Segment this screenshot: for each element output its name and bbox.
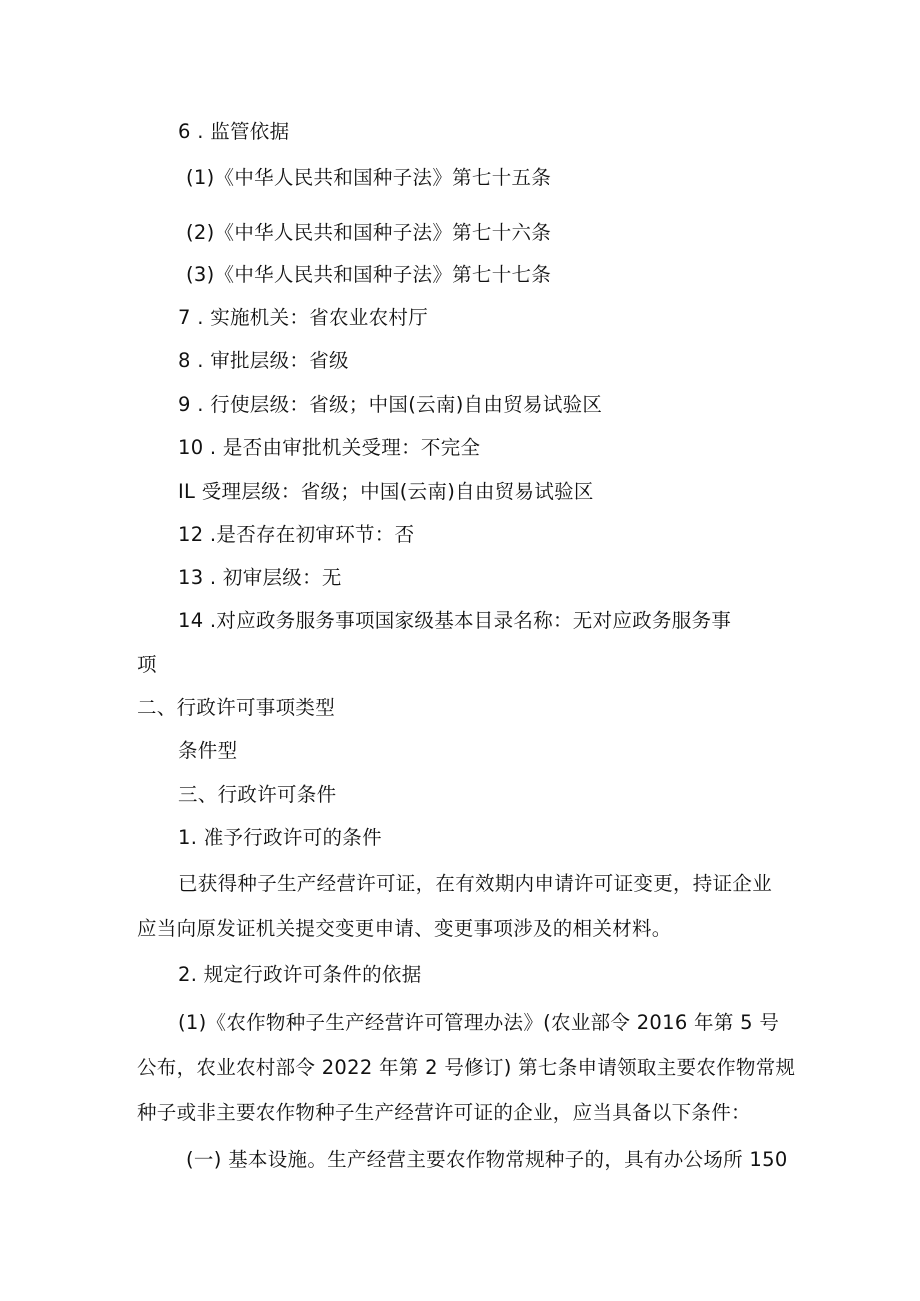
condition-2-heading: 2. 规定行政许可条件的依据 xyxy=(178,963,422,986)
section-13-preliminary-level: 13 . 初审层级：无 xyxy=(178,566,342,589)
basis-item-1: (1)《中华人民共和国种子法》第七十五条 xyxy=(186,166,552,189)
regulation-text-line-1: (1)《农作物种子生产经营许可管理办法》(农业部令 2016 年第 5 号 xyxy=(178,1011,780,1034)
basis-item-2: (2)《中华人民共和国种子法》第七十六条 xyxy=(186,221,552,244)
condition-1-heading: 1. 准予行政许可的条件 xyxy=(178,826,382,849)
section-12-preliminary-review: 12 .是否存在初审环节：否 xyxy=(178,523,415,546)
permit-type-value: 条件型 xyxy=(178,739,238,762)
section-7-implementing-agency: 7 . 实施机关：省农业农村厅 xyxy=(178,306,429,329)
condition-1-text-line-2: 应当向原发证机关提交变更申请、变更事项涉及的相关材料。 xyxy=(137,917,672,940)
section-10-acceptance: 10 . 是否由审批机关受理：不完全 xyxy=(178,436,481,459)
section-11-acceptance-level: IL 受理层级：省级；中国(云南)自由贸易试验区 xyxy=(178,480,594,503)
condition-1-text-line-1: 已获得种子生产经营许可证，在有效期内申请许可证变更，持证企业 xyxy=(178,872,773,895)
part-3-heading: 三、行政许可条件 xyxy=(178,783,337,806)
part-2-heading: 二、行政许可事项类型 xyxy=(137,696,336,719)
section-9-exercise-level: 9 . 行使层级：省级；中国(云南)自由贸易试验区 xyxy=(178,393,603,416)
section-14-catalog-name: 14 .对应政务服务事项国家级基本目录名称：无对应政务服务事 xyxy=(178,609,732,632)
basis-item-3: (3)《中华人民共和国种子法》第七十七条 xyxy=(186,263,552,286)
section-8-approval-level: 8 . 审批层级：省级 xyxy=(178,349,349,372)
regulation-item-1: (一) 基本设施。生产经营主要农作物常规种子的，具有办公场所 150 xyxy=(186,1148,788,1171)
section-14-continuation: 项 xyxy=(137,653,157,676)
regulation-text-line-3: 种子或非主要农作物种子生产经营许可证的企业，应当具备以下条件： xyxy=(137,1101,751,1124)
section-6-heading: 6 . 监管依据 xyxy=(178,120,290,143)
regulation-text-line-2: 公布，农业农村部令 2022 年第 2 号修订) 第七条申请领取主要农作物常规 xyxy=(137,1056,796,1079)
